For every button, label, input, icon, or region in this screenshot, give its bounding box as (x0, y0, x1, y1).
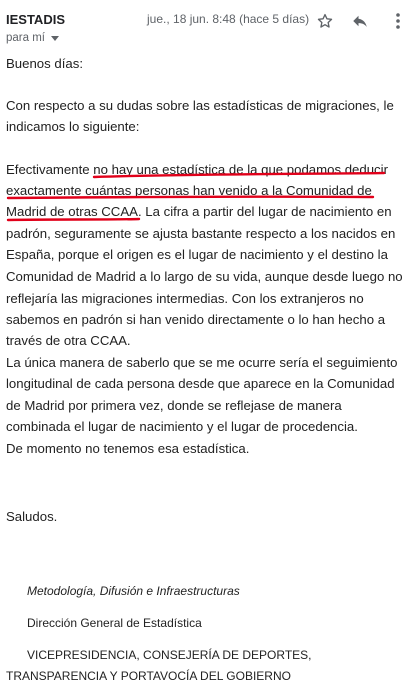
signature-line: TRANSPARENCIA Y PORTAVOCÍA DEL GOBIERNO (6, 669, 291, 683)
star-button[interactable] (313, 10, 337, 32)
intro-line: Con respecto a su dudas sobre las estadísticas de migraciones, le (6, 98, 394, 113)
underlined-text: Madrid de otras CCAA (6, 204, 138, 219)
paragraph-line: sabemos en padrón si han venido directamente o lo han hecho a (6, 312, 386, 327)
star-icon (316, 12, 334, 30)
email-header (6, 10, 412, 50)
reply-icon (351, 12, 369, 30)
recipient-details-toggle[interactable] (6, 32, 59, 44)
chevron-down-icon (51, 36, 59, 41)
more-vert-icon (395, 12, 401, 30)
signature-direction: Dirección General de Estadística (27, 616, 202, 630)
paragraph-line: Comunidad de Madrid a lo largo de su vida, aunque desde luego no (6, 269, 403, 284)
intro-line: indicamos lo siguiente: (6, 119, 140, 134)
email-date: jue., 18 jun. 8:48 (hace 5 días) (147, 12, 310, 26)
sender-name[interactable]: IESTADIS (6, 12, 65, 27)
underlined-text: no hay una estadística de la que podamos deducir (93, 162, 388, 177)
closing: Saludos. (6, 509, 58, 524)
paragraph-line: España, porque el origen es el lugar de nacimiento y el destino la (6, 247, 388, 262)
paragraph-line: longitudinal de cada persona desde que aparece en la Comunidad (6, 376, 395, 391)
text-segment: . La cifra a partir del lugar de nacimiento en (137, 204, 392, 219)
signature-line: VICEPRESIDENCIA, CONSEJERÍA DE DEPORTES, (27, 648, 312, 662)
paragraph-line: La única manera de saberlo que se me ocurre sería el seguimiento (6, 355, 398, 370)
more-options-button[interactable] (386, 10, 410, 32)
paragraph-line: de Madrid por primera vez, donde se reflejase de manera (6, 398, 342, 413)
paragraph-line: reflejaría las migraciones intermedias. Con los extranjeros no (6, 291, 364, 306)
text-segment: Efectivamente (6, 162, 94, 177)
paragraph-line: través de otra CCAA. (6, 333, 131, 348)
reply-button[interactable] (348, 10, 372, 32)
paragraph-line: combinada el lugar de nacimiento y el lugar de procedencia. (6, 419, 358, 434)
greeting: Buenos días: (6, 56, 83, 71)
paragraph-line: De momento no tenemos esa estadística. (6, 441, 250, 456)
recipient-label: para mí (6, 32, 45, 44)
paragraph-line: padrón, seguramente se ajusta bastante respecto a los nacidos en (6, 226, 396, 241)
underlined-text: exactamente cuántas personas han venido a la Comunidad de (6, 183, 372, 198)
signature-department: Metodología, Difusión e Infraestructuras (27, 584, 240, 598)
